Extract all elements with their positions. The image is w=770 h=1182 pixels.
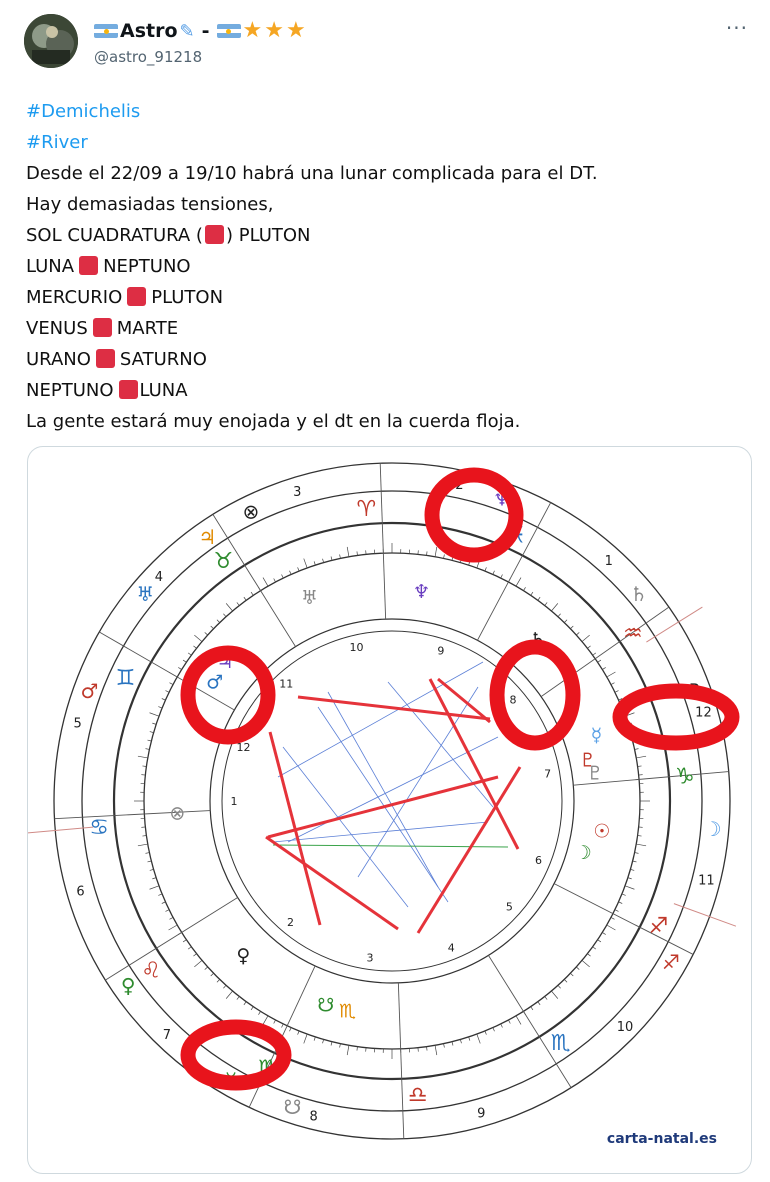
zodiac-sign-icon: ♋: [89, 815, 109, 841]
degree-tick: [538, 1002, 540, 1005]
zodiac-sign-icon: ♒: [622, 621, 643, 647]
degree-tick: [290, 571, 292, 575]
planet-glyph-icon: ♇: [685, 678, 704, 703]
line-text: LUNA: [26, 256, 75, 277]
argentina-flag-icon: [217, 24, 241, 38]
degree-tick: [531, 592, 533, 595]
house-number: 1: [604, 554, 613, 570]
degree-tick: [564, 620, 567, 623]
degree-tick: [347, 1045, 349, 1055]
degree-tick: [611, 683, 615, 685]
degree-tick: [183, 940, 186, 942]
house-number: 3: [293, 485, 302, 501]
planet-glyph-icon: ♆: [493, 486, 512, 511]
degree-tick: [477, 1034, 480, 1043]
planet-glyph-icon: ⊗: [169, 802, 186, 825]
rocket-emoji-icon: ✎: [179, 20, 195, 42]
house-number: 10: [616, 1020, 634, 1036]
inner-house-number: 2: [286, 916, 294, 930]
degree-tick: [636, 756, 646, 758]
degree-tick: [625, 886, 634, 889]
degree-tick: [290, 1028, 292, 1032]
aspect-line: [328, 692, 438, 887]
degree-tick: [244, 1002, 246, 1005]
zodiac-sign-icon: ♈: [356, 497, 377, 523]
aspect-line-red: [418, 767, 520, 933]
display-name-separator: -: [201, 20, 210, 42]
aspect-line: [273, 822, 488, 842]
degree-tick: [194, 635, 202, 641]
highlight-circle: [497, 647, 573, 743]
planet-glyph-icon: ☽: [574, 842, 592, 865]
planet-glyph-icon: ♅: [136, 582, 155, 607]
degree-tick: [146, 749, 150, 750]
line-text: MARTE: [116, 318, 179, 339]
degree-tick: [298, 1031, 299, 1035]
degree-tick: [523, 587, 525, 590]
red-square-emoji-icon: [96, 349, 115, 368]
degree-tick: [193, 954, 196, 956]
line-text: URANO: [26, 349, 91, 370]
planet-glyph-icon: ♀: [120, 973, 136, 998]
tweet-line: [26, 282, 598, 313]
tweet-line: Hay demasiadas tensiones,: [26, 194, 274, 215]
planet-glyph-icon: ☋: [317, 994, 335, 1017]
red-square-emoji-icon: [127, 287, 146, 306]
line-text: MERCURIO: [26, 287, 123, 308]
planet-glyph-icon: ♏: [338, 1000, 357, 1023]
degree-tick: [298, 567, 299, 571]
degree-tick: [593, 947, 596, 949]
line-text: PLUTON: [151, 287, 224, 308]
more-options-icon[interactable]: ···: [725, 16, 748, 40]
inner-house-number: 12: [236, 740, 251, 754]
line-text: NEPTUNO: [26, 380, 114, 401]
degree-tick: [582, 960, 590, 966]
zodiac-sign-icon: ♍: [257, 1056, 278, 1082]
degree-tick: [638, 836, 642, 837]
degree-tick: [576, 967, 579, 970]
degree-tick: [147, 740, 151, 741]
line-text: NEPTUNO: [103, 256, 191, 277]
tweet-line: [26, 375, 598, 406]
planet-glyph-icon: ☋: [283, 1095, 302, 1120]
degree-tick: [340, 1044, 341, 1048]
degree-tick: [485, 1031, 486, 1035]
inner-house-number: 8: [509, 693, 517, 707]
zodiac-sign-icon: ♓: [506, 523, 527, 549]
inner-house-number: 3: [366, 951, 374, 965]
degree-tick: [282, 1024, 284, 1028]
degree-tick: [138, 844, 148, 846]
tweet-line: [26, 344, 598, 375]
degree-tick: [223, 614, 226, 617]
degree-tick: [194, 960, 202, 966]
degree-tick: [633, 861, 637, 862]
planet-glyph-icon: ♂: [206, 671, 224, 694]
degree-tick: [152, 723, 156, 724]
line-text: SOL CUADRATURA (: [26, 225, 203, 246]
highlight-circle: [432, 475, 516, 555]
degree-tick: [619, 902, 623, 904]
degree-tick: [178, 667, 181, 669]
planet-glyph-icon: ♅: [301, 587, 319, 610]
degree-tick: [188, 947, 191, 949]
degree-tick: [427, 551, 428, 555]
degree-tick: [558, 614, 561, 617]
star-icon: ★: [242, 18, 263, 43]
degree-tick: [158, 894, 162, 895]
chart-ring: [82, 491, 702, 1111]
zodiac-sign-icon: ♐: [648, 914, 669, 940]
house-cusp-line: [54, 811, 210, 819]
degree-tick: [217, 620, 220, 623]
zodiac-sign-icon: ♎: [407, 1082, 428, 1108]
planet-glyph-icon: ☉: [593, 820, 611, 843]
planet-glyph-icon: ⊗: [242, 499, 260, 524]
degree-tick: [263, 1016, 268, 1025]
tweet-media-image[interactable]: [27, 446, 752, 1174]
degree-tick: [636, 844, 646, 846]
degree-tick: [169, 917, 173, 919]
degree-tick: [147, 861, 151, 862]
house-cusp-line: [105, 897, 237, 980]
degree-tick: [602, 667, 605, 669]
degree-tick: [427, 1047, 428, 1051]
degree-tick: [211, 973, 214, 976]
degree-tick: [516, 578, 521, 587]
inner-house-number: 1: [230, 795, 238, 808]
degree-tick: [493, 1028, 495, 1032]
axis-arrow-line: [646, 607, 702, 642]
degree-tick: [217, 979, 220, 982]
degree-tick: [444, 1044, 445, 1048]
star-icon: ★: [285, 18, 306, 43]
degree-tick: [183, 660, 186, 662]
house-number: 7: [162, 1028, 172, 1044]
degree-tick: [323, 1039, 324, 1043]
degree-tick: [570, 973, 573, 976]
degree-tick: [146, 853, 150, 854]
degree-tick: [551, 603, 557, 611]
planet-glyph-icon: ♐: [661, 950, 680, 974]
degree-tick: [622, 894, 626, 895]
aspect-line-red: [268, 777, 498, 837]
planet-glyph-icon: ☿: [590, 724, 603, 747]
degree-tick: [587, 954, 590, 956]
house-cusp-line: [398, 983, 403, 1139]
zodiac-sign-icon: ♑: [675, 764, 695, 790]
degree-tick: [193, 646, 196, 648]
red-square-emoji-icon: [93, 318, 112, 337]
planet-glyph-icon: ♂: [80, 678, 99, 703]
degree-tick: [564, 979, 567, 982]
planet-glyph-icon: ☽: [703, 817, 722, 842]
degree-tick: [244, 597, 246, 600]
house-number: 9: [477, 1106, 486, 1122]
planet-glyph-icon: ♃: [198, 525, 217, 550]
planet-glyph-icon: ♀: [236, 944, 251, 967]
planet-glyph-icon: ☿: [224, 1067, 238, 1092]
degree-tick: [435, 547, 437, 557]
image-credit: carta-natal.es: [606, 1131, 717, 1147]
red-square-emoji-icon: [119, 380, 138, 399]
degree-tick: [508, 1020, 510, 1024]
zodiac-sign-icon: ♊: [115, 665, 136, 691]
inner-house-number: 7: [544, 767, 552, 781]
degree-tick: [251, 592, 253, 595]
degree-tick: [331, 1042, 332, 1046]
line-text: LUNA: [139, 380, 188, 401]
inner-house-number: 4: [447, 941, 455, 955]
degree-tick: [150, 732, 154, 733]
house-number: 5: [73, 716, 82, 732]
degree-tick: [357, 1047, 358, 1051]
degree-tick: [435, 1045, 437, 1055]
tweet-line: Desde el 22/09 a 19/10 habrá una lunar complicada para el DT.: [26, 163, 598, 184]
degree-tick: [607, 925, 616, 930]
zodiac-sign-icon: ♌: [141, 958, 162, 984]
degree-tick: [166, 691, 170, 693]
degree-tick: [611, 917, 615, 919]
degree-tick: [602, 932, 605, 934]
degree-tick: [169, 683, 173, 685]
degree-tick: [593, 653, 596, 655]
degree-tick: [607, 672, 616, 677]
degree-tick: [304, 1034, 307, 1043]
degree-tick: [150, 886, 159, 889]
aspect-line-red: [298, 697, 490, 719]
degree-tick: [158, 707, 162, 708]
degree-tick: [635, 853, 639, 854]
degree-tick: [501, 1024, 503, 1028]
author-block[interactable]: [94, 16, 306, 66]
axis-arrow-line: [674, 904, 736, 927]
argentina-flag-icon: [94, 24, 118, 38]
degree-tick: [635, 749, 639, 750]
degree-tick: [598, 660, 601, 662]
zodiac-sign-icon: ♏: [550, 1030, 571, 1056]
planet-glyph-icon: ♆: [412, 581, 431, 604]
degree-tick: [314, 561, 315, 565]
degree-tick: [142, 766, 146, 767]
degree-tick: [152, 878, 156, 879]
username[interactable]: @astro_91218: [94, 48, 203, 66]
degree-tick: [452, 1042, 453, 1046]
red-square-emoji-icon: [205, 225, 224, 244]
house-number: 2: [455, 478, 464, 494]
degree-tick: [615, 910, 619, 912]
degree-tick: [615, 691, 619, 693]
chart-ring: [114, 523, 670, 1082]
display-name[interactable]: [94, 16, 306, 46]
planet-glyph-icon: ♇: [586, 762, 604, 785]
line-text: SATURNO: [119, 349, 207, 370]
inner-house-number: 5: [505, 900, 513, 914]
degree-tick: [150, 713, 159, 716]
degree-tick: [582, 635, 590, 641]
hashtag-link[interactable]: #River: [26, 132, 88, 153]
degree-tick: [516, 1016, 521, 1025]
tweet-line: [26, 220, 598, 251]
degree-tick: [558, 985, 561, 988]
planet-glyph-icon: ♄: [629, 582, 648, 607]
degree-tick: [587, 646, 590, 648]
degree-tick: [551, 991, 557, 999]
degree-tick: [485, 567, 486, 571]
degree-tick: [188, 653, 191, 655]
degree-tick: [460, 1039, 461, 1043]
degree-tick: [251, 1007, 253, 1010]
degree-tick: [258, 1011, 260, 1014]
house-cusp-line: [380, 463, 385, 619]
degree-tick: [531, 1007, 533, 1010]
star-icon: ★: [264, 18, 284, 43]
degree-tick: [142, 836, 146, 837]
degree-tick: [545, 602, 547, 605]
degree-tick: [493, 571, 495, 575]
degree-tick: [169, 925, 178, 930]
degree-tick: [237, 996, 239, 999]
degree-tick: [162, 699, 166, 701]
red-square-emoji-icon: [79, 256, 98, 275]
tweet-line: [26, 313, 598, 344]
degree-tick: [274, 578, 276, 582]
tweet-line: La gente estará muy enojada y el dt en la cuerda floja.: [26, 411, 521, 432]
degree-tick: [628, 878, 632, 879]
tweet-text: [26, 96, 598, 437]
house-number: 8: [309, 1109, 318, 1125]
degree-tick: [538, 597, 540, 600]
degree-tick: [150, 869, 154, 870]
degree-tick: [331, 556, 332, 560]
degree-tick: [501, 575, 503, 579]
degree-tick: [444, 555, 445, 559]
degree-tick: [576, 632, 579, 635]
degree-tick: [545, 996, 547, 999]
house-number: 12: [695, 705, 712, 721]
line-text: ) PLUTON: [225, 225, 311, 246]
inner-house-number: 9: [437, 644, 445, 658]
degree-tick: [357, 551, 358, 555]
degree-tick: [211, 626, 214, 629]
degree-tick: [223, 985, 226, 988]
natal-chart-wheel: [28, 447, 751, 1173]
degree-tick: [138, 756, 148, 758]
degree-tick: [340, 555, 341, 559]
degree-tick: [347, 547, 349, 557]
aspect-line: [318, 707, 448, 902]
aspect-line-red: [266, 837, 398, 929]
house-number: 11: [698, 873, 715, 889]
degree-tick: [598, 940, 601, 942]
degree-tick: [263, 578, 268, 587]
highlight-circle: [620, 691, 732, 743]
degree-tick: [274, 1020, 276, 1024]
line-text: VENUS: [26, 318, 88, 339]
house-cusp-line: [488, 955, 571, 1087]
inner-house-number: 10: [349, 641, 364, 655]
degree-tick: [469, 1037, 470, 1041]
planet-glyph-icon: ♄: [529, 628, 547, 651]
display-name-text: Astro: [120, 20, 178, 42]
chart-ring: [144, 553, 640, 1049]
degree-tick: [162, 902, 166, 904]
degree-tick: [166, 910, 170, 912]
degree-tick: [638, 766, 642, 767]
degree-tick: [282, 575, 284, 579]
tweet-line: [26, 251, 598, 282]
degree-tick: [630, 869, 634, 870]
degree-tick: [237, 602, 239, 605]
chart-ring: [54, 463, 730, 1139]
degree-tick: [304, 559, 307, 568]
house-cusp-line: [213, 514, 296, 646]
degree-tick: [226, 991, 232, 999]
degree-tick: [205, 967, 208, 970]
planet-glyph-icon: ♃: [216, 650, 234, 673]
house-number: 4: [154, 569, 164, 585]
degree-tick: [314, 1037, 315, 1041]
house-number: 6: [76, 884, 85, 900]
avatar[interactable]: [24, 14, 78, 68]
hashtag-link[interactable]: #Demichelis: [26, 101, 141, 122]
inner-house-number: 11: [279, 677, 294, 691]
planet-glyph-icon: ♇: [579, 749, 597, 772]
degree-tick: [570, 626, 573, 629]
zodiac-sign-icon: ♉: [213, 549, 234, 575]
degree-tick: [226, 603, 232, 611]
degree-tick: [205, 632, 208, 635]
degree-tick: [323, 559, 324, 563]
inner-house-number: 6: [534, 854, 542, 868]
